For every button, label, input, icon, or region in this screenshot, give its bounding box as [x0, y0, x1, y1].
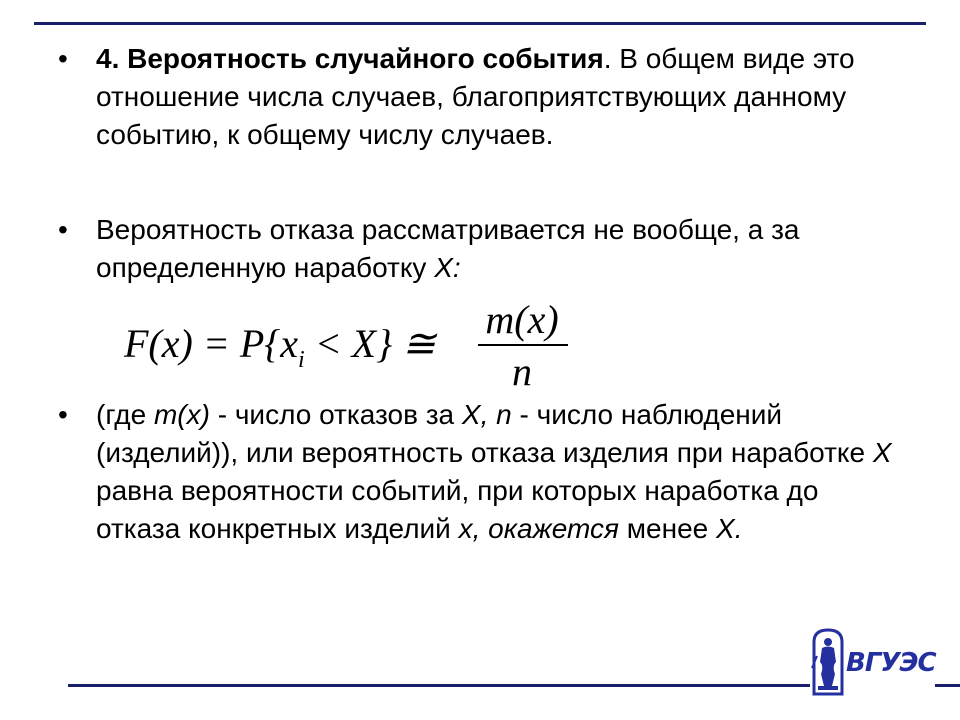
formula-lhs-part1: F(x) = P{x: [124, 321, 299, 366]
formula-subscript: i: [298, 347, 305, 373]
bullet-text: [96, 40, 896, 154]
text-run-italic: m(x): [153, 399, 210, 430]
bullet-item-probability-definition: [58, 40, 888, 200]
bullet-body: Вероятность отказа рассматривается не вообще, а за определенную наработку: [96, 214, 800, 283]
bullet-text: [96, 211, 896, 287]
bullet-marker: •: [58, 399, 68, 430]
bullet-heading: 4. Вероятность случайного события: [96, 43, 604, 74]
bullet-marker: •: [58, 43, 68, 74]
bullet-item-failure-probability: [58, 211, 888, 291]
text-run: - число отказов за: [209, 399, 462, 430]
top-divider: [34, 22, 926, 25]
university-logo: [808, 628, 938, 698]
bottom-divider: [68, 684, 810, 687]
logo-statue-icon: [808, 628, 848, 696]
bottom-divider-tail: [935, 684, 960, 687]
text-run: менее: [619, 513, 717, 544]
text-run-italic: x, окажется: [458, 513, 620, 544]
text-run: равна вероятности событий, при которых наработка до отказа конкретных изделий: [96, 475, 819, 544]
formula-numerator: m(x): [485, 297, 559, 342]
bullet-variable: X:: [434, 252, 461, 283]
formula-denominator: n: [512, 349, 532, 394]
bullet-item-explanation: [58, 396, 892, 596]
formula-lhs-part2: < X} ≅: [304, 321, 436, 366]
bullet-body: . В общем виде это отношение числа случаев, благоприятствующих данному событию, к общему числу случаев.: [96, 43, 855, 150]
formula-lhs: [124, 320, 436, 374]
text-run-italic: X: [872, 437, 892, 468]
fraction-bar: [478, 344, 568, 346]
bullet-marker: •: [58, 214, 68, 245]
text-run: (где: [96, 399, 154, 430]
text-run-italic: X.: [716, 513, 743, 544]
bullet-text: [96, 396, 896, 548]
text-run: - число наблюдений (изделий)), или вероятность отказа изделия при наработке: [96, 399, 873, 468]
probability-formula: [124, 296, 584, 392]
text-run-italic: X, n: [461, 399, 512, 430]
logo-text: ВГУЭС: [846, 648, 936, 678]
